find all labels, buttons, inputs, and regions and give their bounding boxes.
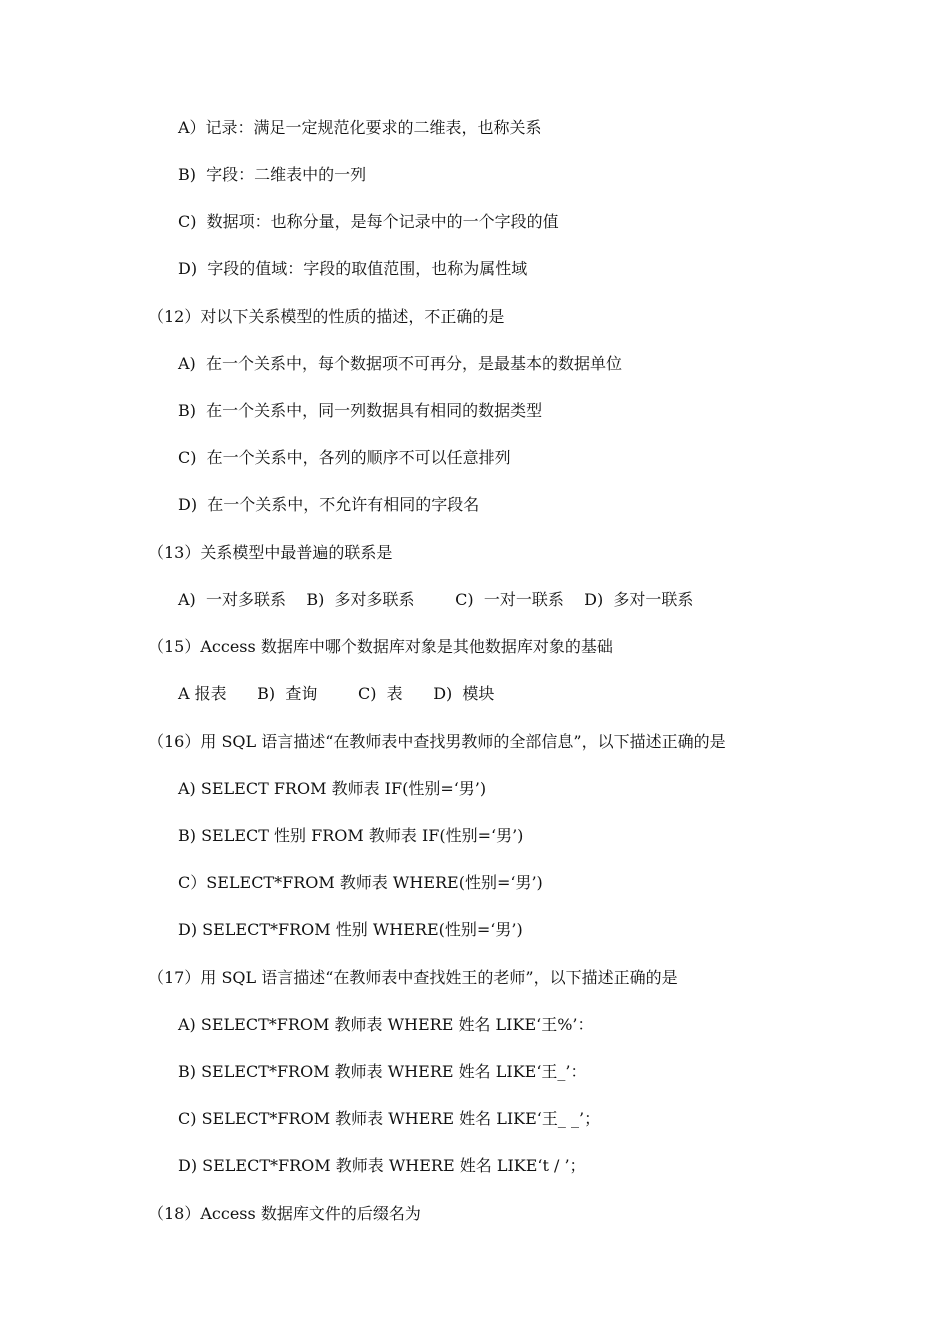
option-16c: C）SELECT*FROM 教师表 WHERE(性别=‘男’) <box>178 873 543 892</box>
option-12a: A) 在一个关系中，每个数据项不可再分，是最基本的数据单位 <box>178 354 622 373</box>
options-13: A) 一对多联系 B) 多对多联系 C) 一对一联系 D) 多对一联系 <box>178 590 694 609</box>
question-18: （18）Access 数据库文件的后缀名为 <box>148 1204 421 1223</box>
option-17c: C) SELECT*FROM 教师表 WHERE 姓名 LIKE‘王_ _’； <box>178 1109 601 1128</box>
option-11b: B) 字段：二维表中的一列 <box>178 165 367 184</box>
option-16b: B) SELECT 性别 FROM 教师表 IF(性别=‘男’) <box>178 826 524 845</box>
question-12: （12）对以下关系模型的性质的描述，不正确的是 <box>148 307 505 326</box>
option-11c: C) 数据项：也称分量，是每个记录中的一个字段的值 <box>178 212 559 231</box>
option-17d: D) SELECT*FROM 教师表 WHERE 姓名 LIKE‘t / ’； <box>178 1156 586 1175</box>
question-17: （17）用 SQL 语言描述“在教师表中查找姓王的老师”，以下描述正确的是 <box>148 968 678 987</box>
question-13: （13）关系模型中最普遍的联系是 <box>148 543 393 562</box>
option-12b: B) 在一个关系中，同一列数据具有相同的数据类型 <box>178 401 543 420</box>
option-11a: A）记录：满足一定规范化要求的二维表，也称关系 <box>178 118 542 137</box>
option-12c: C) 在一个关系中，各列的顺序不可以任意排列 <box>178 448 511 467</box>
option-12d: D) 在一个关系中，不允许有相同的字段名 <box>178 495 480 514</box>
question-15: （15）Access 数据库中哪个数据库对象是其他数据库对象的基础 <box>148 637 613 656</box>
question-16: （16）用 SQL 语言描述“在教师表中查找男教师的全部信息”，以下描述正确的是 <box>148 732 726 751</box>
options-15: A 报表 B) 查询 C) 表 D) 模块 <box>178 684 495 703</box>
option-17a: A) SELECT*FROM 教师表 WHERE 姓名 LIKE‘王%’： <box>178 1015 594 1034</box>
option-16a: A) SELECT FROM 教师表 IF(性别=‘男’) <box>178 779 487 798</box>
option-16d: D) SELECT*FROM 性别 WHERE(性别=‘男’) <box>178 920 523 939</box>
option-17b: B) SELECT*FROM 教师表 WHERE 姓名 LIKE‘王_’： <box>178 1062 587 1081</box>
option-11d: D) 字段的值域：字段的取值范围，也称为属性域 <box>178 259 528 278</box>
